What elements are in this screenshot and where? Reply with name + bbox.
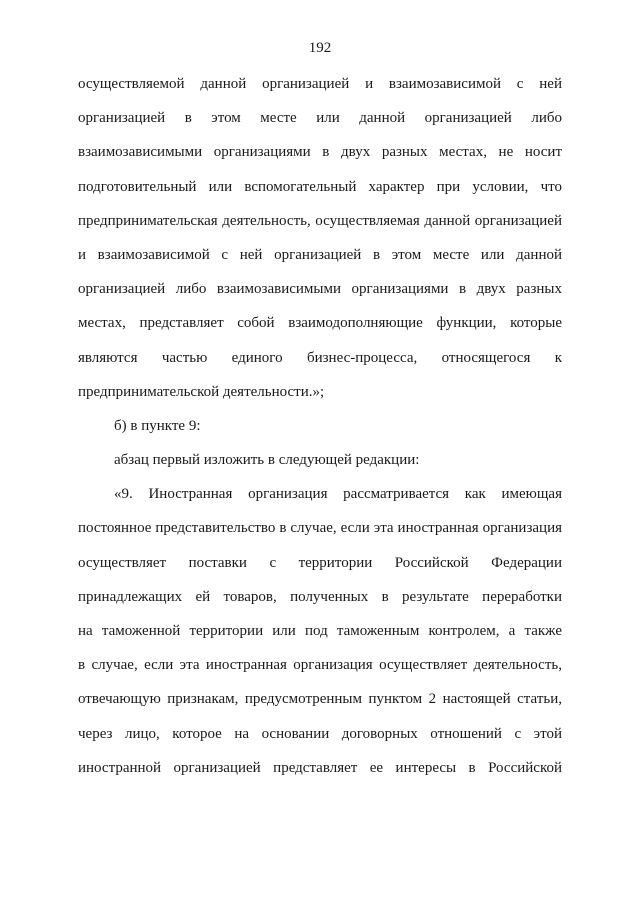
text-line: осуществляемой данной организацией и взаимозависимой с ней [78,76,562,92]
text-line: предпринимательской деятельности.»; [78,383,325,400]
text-line: и взаимозависимой с ней организацией в этом месте или данной [78,246,562,263]
text-line: организацией в этом месте или данной организацией либо [78,110,562,127]
text-line: на таможенной территории или под таможенным контролем, а также [78,623,562,639]
text-line: местах, представляет собой взаимодополняющие функции, которые [78,315,562,332]
text-line: отвечающую признакам, предусмотренным пунктом 2 настоящей статьи, [78,691,562,708]
text-line: взаимозависимыми организациями в двух разных местах, не носит [78,144,562,161]
text-line: через лицо, которое на основании договорных отношений с этой [78,725,562,742]
text-line: в случае, если эта иностранная организация осуществляет деятельность, [78,657,562,674]
text-line: «9. Иностранная организация рассматривается как имеющая [114,486,562,503]
text-line: осуществляет поставки с территории Российской Федерации [78,554,562,571]
text-line: принадлежащих ей товаров, полученных в результате переработки [78,588,562,605]
text-line: абзац первый изложить в следующей редакции: [114,452,420,469]
text-line: организацией либо взаимозависимыми организациями в двух разных [78,281,562,298]
page-number: 192 [308,40,332,56]
text-line: подготовительный или вспомогательный характер при условии, что [78,178,562,195]
text-line: постоянное представительство в случае, если эта иностранная организация [78,520,562,537]
document-body [78,74,562,792]
text-line: являются частью единого бизнес-процесса, относящегося к [78,349,562,366]
text-line: б) в пункте 9: [114,417,201,434]
text-line: иностранной организацией представляет ее интересы в Российской [78,759,562,776]
text-line: предпринимательская деятельность, осуществляемая данной организацией [78,212,562,229]
